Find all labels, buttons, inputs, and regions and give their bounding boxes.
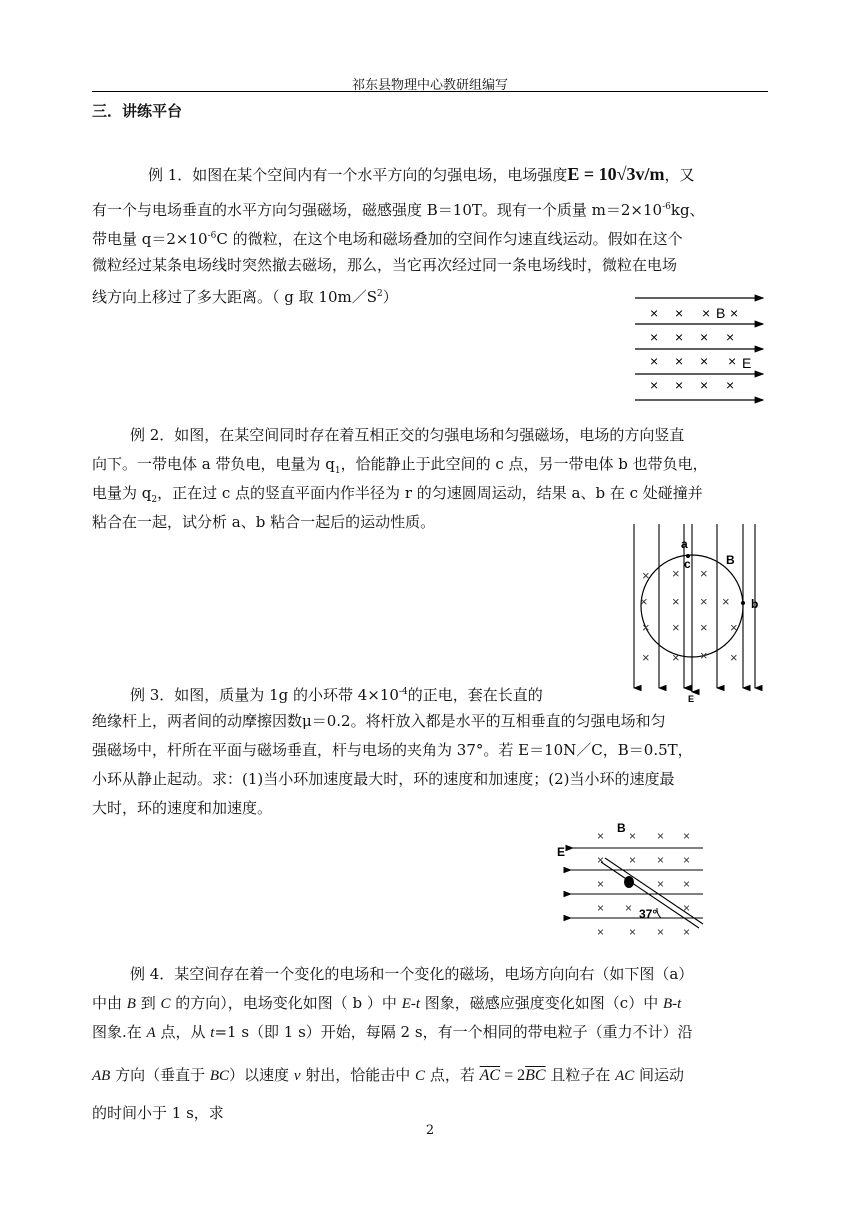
svg-text:×: × (597, 877, 605, 891)
ex3-line-2: 绝缘杆上，两者间的动摩擦因数μ＝0.2。将杆放入都是水平的互相垂直的匀强电场和匀 (92, 712, 666, 730)
ex3-line-4: 小环从静止起动。求：(1)当小环加速度最大时，环的速度和加速度；(2)当小环的速度最 (92, 770, 675, 788)
ex2-line-4: 粘合在一起，试分析 a、b 粘合一起后的运动性质。 (92, 513, 436, 531)
label-a: a (681, 537, 688, 551)
svg-text:×: × (640, 594, 648, 609)
svg-text:×: × (672, 650, 680, 665)
svg-text:×: × (683, 829, 691, 843)
ex4-line-3: 图象.在 A 点，从 t=1 s（即 1 s）开始，每隔 2 s，有一个相同的带电粒子（重力不计）沿 (92, 1023, 693, 1041)
header-rule (92, 91, 768, 92)
ex1-line-3: 带电量 $q=2\times 10^{-6}C$ 的微粒，在这个电场和磁场叠加的空间作匀速直线运动。假如在这个 (92, 230, 683, 248)
svg-text:×: × (657, 877, 665, 891)
section-title: 三．讲练平台 (92, 102, 183, 120)
svg-text:×: × (675, 353, 684, 369)
svg-text:×: × (700, 648, 708, 663)
svg-text:×: × (683, 925, 691, 939)
svg-text:×: × (650, 329, 659, 345)
svg-text:×: × (675, 305, 684, 321)
svg-text:×: × (629, 829, 637, 843)
field-strength-formula: E = 10√3v/m (567, 164, 665, 184)
svg-text:×: × (700, 377, 709, 393)
svg-text:×: × (597, 853, 605, 867)
segment-bc: $\overline{BC}$ (525, 1067, 546, 1084)
svg-text:×: × (657, 925, 665, 939)
svg-text:×: × (672, 566, 680, 581)
figure-2-circular-motion (622, 520, 772, 702)
svg-text:×: × (675, 377, 684, 393)
label-c: c (684, 557, 691, 571)
ex1-line-1: 例 1．如图在某个空间内有一个水平方向的匀强电场，电场强度E = 10√3v/m，又 (148, 164, 695, 184)
label-b: B (617, 821, 626, 835)
small-ring (624, 876, 634, 888)
label-b-field: B (726, 553, 735, 567)
svg-text:×: × (650, 353, 659, 369)
svg-text:×: × (675, 329, 684, 345)
svg-text:×: × (657, 853, 665, 867)
svg-text:×: × (672, 620, 680, 635)
svg-text:×: × (672, 594, 680, 609)
label-b: b (751, 597, 759, 611)
svg-text:×: × (629, 925, 637, 939)
label-e: E (742, 355, 752, 371)
svg-text:×: × (683, 901, 691, 915)
page-number: 2 (425, 1123, 435, 1138)
example-3 (92, 678, 768, 823)
svg-text:×: × (730, 620, 738, 635)
label-e: E (557, 845, 566, 859)
ex2-line-1: 例 2．如图，在某空间同时存在着互相正交的匀强电场和匀强磁场，电场的方向竖直 (130, 426, 685, 444)
ex4-line-2: 中由 B 到 C 的方向），电场变化如图（ b ）中 E-t 图象，磁感应强度变化如图（c）中 B-t (92, 994, 682, 1012)
svg-text:×: × (702, 305, 711, 321)
svg-text:×: × (700, 329, 709, 345)
ex1-line-4: 微粒经过某条电场线时突然撤去磁场，那么，当它再次经过同一条电场线时，微粒在电场 (92, 256, 678, 274)
svg-text:×: × (726, 329, 735, 345)
svg-text:×: × (642, 620, 650, 635)
page-header: 祁东县物理中心教研组编写 (351, 78, 508, 93)
figure-1-field-diagram (630, 286, 770, 410)
svg-text:×: × (625, 901, 633, 915)
ex1-line-2: 有一个与电场垂直的水平方向匀强磁场，磁感强度 B＝10T。现有一个质量 $m=2\times 10^{-6}kg$、 (92, 201, 705, 219)
svg-text:×: × (700, 594, 708, 609)
ex4-line-5: 的时间小于 1 s，求 (92, 1104, 224, 1122)
label-b: B (716, 305, 726, 321)
ex2-line-2: 向下。一带电体 a 带负电，电量为 $q_1$，恰能静止于此空间的 c 点，另一带电体 b 也带负电， (92, 455, 708, 476)
segment-ac: $\overline{AC}$ (479, 1067, 501, 1084)
svg-text:×: × (629, 853, 637, 867)
svg-text:×: × (730, 305, 739, 321)
svg-text:×: × (642, 568, 650, 583)
ex4-line-4: AB 方向（垂直于 BC）以速度 v 射出，恰能击中 C 点，若 $\overline{AC} = 2\overline{BC}$ 且粒子在 AC 间运动 (92, 1066, 685, 1084)
ex3-line-1: 例 3．如图，质量为 1g 的小环带 $4\times 10^{-4}$的正电，套在长直的 (130, 686, 543, 704)
ex4-line-1: 例 4．某空间存在着一个变化的电场和一个变化的磁场，电场方向向右（如下图（a） (130, 965, 694, 983)
svg-text:×: × (597, 901, 605, 915)
cross-mark: × (650, 305, 659, 321)
svg-text:×: × (700, 566, 708, 581)
svg-text:×: × (700, 353, 709, 369)
svg-text:×: × (722, 594, 730, 609)
svg-text:×: × (597, 829, 605, 843)
figure-3-rod-diagram (553, 818, 713, 944)
ex2-line-3: 电量为 $q_2$，正在过 c 点的竖直平面内作半径为 r 的匀速圆周运动，结果 a、b 在 c 处碰撞并 (92, 484, 703, 505)
svg-text:×: × (657, 829, 665, 843)
angle-label: 37° (639, 907, 658, 921)
svg-text:×: × (650, 377, 659, 393)
svg-text:×: × (726, 377, 735, 393)
svg-text:×: × (728, 353, 737, 369)
ex3-line-3: 强磁场中，杆所在平面与磁场垂直，杆与电场的夹角为 37°。若 E＝10N／C，B＝0.5T， (92, 741, 693, 759)
svg-text:×: × (683, 853, 691, 867)
svg-text:×: × (597, 925, 605, 939)
svg-text:×: × (730, 650, 738, 665)
point-b (741, 601, 745, 605)
ex3-line-5: 大时，环的速度和加速度。 (92, 799, 273, 817)
example-4 (92, 960, 768, 1128)
svg-text:×: × (683, 877, 691, 891)
svg-text:×: × (642, 650, 650, 665)
ex1-line-5: 线方向上移过了多大距离。（ g 取 $10m/S^2$） (92, 288, 398, 306)
svg-text:×: × (700, 620, 708, 635)
label-e: E (688, 694, 695, 702)
